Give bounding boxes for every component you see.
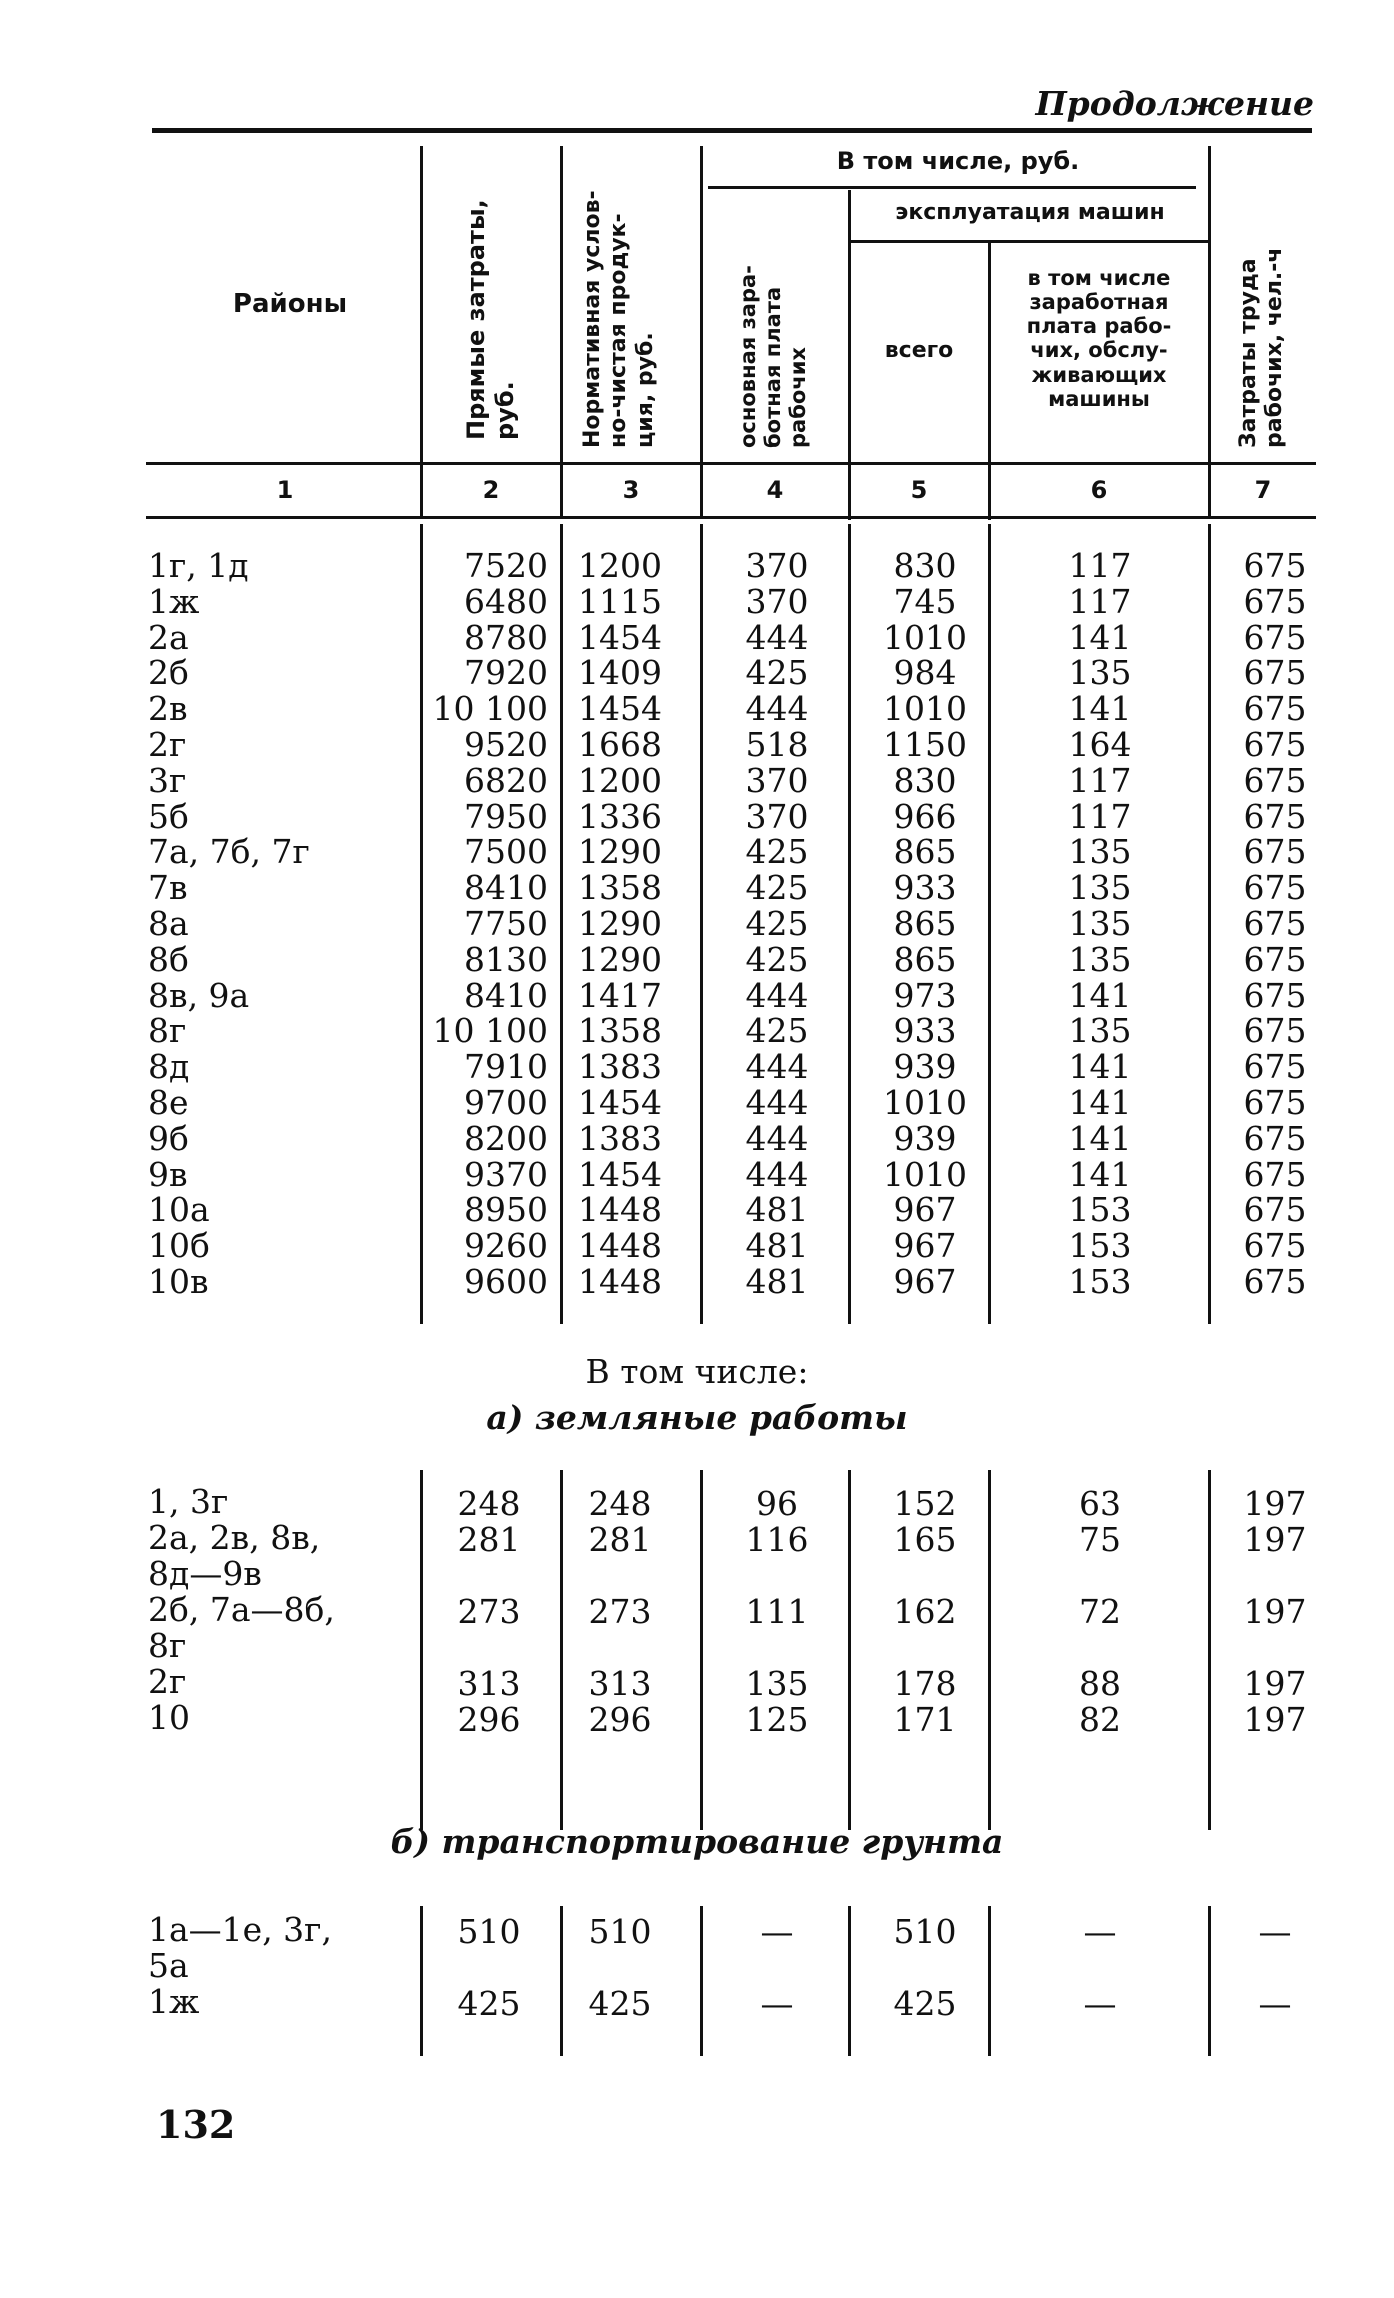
cell-value: 865 xyxy=(893,832,957,872)
cell-value: 1448 xyxy=(578,1190,662,1230)
cell-value: 7910 xyxy=(464,1047,548,1087)
cell-value: 10 100 xyxy=(432,689,548,729)
column-number: 7 xyxy=(1254,476,1272,504)
cell-value: 171 xyxy=(893,1700,957,1739)
cell-value: 675 xyxy=(1243,1083,1307,1122)
cell-value: 1358 xyxy=(578,1011,662,1051)
cell-value: 8410 xyxy=(464,975,548,1015)
cell-value: 425 xyxy=(457,1984,521,2023)
row-label: 10б xyxy=(148,1226,210,1266)
cell-value: 111 xyxy=(745,1592,809,1631)
cell-value: 135 xyxy=(745,1664,809,1703)
cell-value: 9600 xyxy=(464,1262,548,1301)
row-label: 8е xyxy=(148,1083,189,1122)
table-row xyxy=(0,832,1394,872)
cell-value: — xyxy=(1083,1912,1117,1951)
cell-value: 444 xyxy=(745,617,809,657)
cell-value: 967 xyxy=(893,1190,957,1230)
cell-value: 7950 xyxy=(464,796,548,836)
cell-value: 296 xyxy=(457,1700,521,1739)
section-b-title: б) транспортирование грунта xyxy=(390,1822,1004,1861)
row-label: 7а, 7б, 7г xyxy=(148,832,310,872)
row-label: 2б xyxy=(148,653,189,693)
cell-value: 6480 xyxy=(464,581,548,621)
row-label: 5б xyxy=(148,796,189,836)
row-label: 8д xyxy=(148,1047,190,1087)
cell-value: 141 xyxy=(1068,1154,1132,1194)
cell-value: 745 xyxy=(893,581,957,621)
table-row xyxy=(0,1982,1394,2023)
cell-value: 444 xyxy=(745,1083,809,1122)
continuation-label: Продолжение xyxy=(1035,84,1314,123)
cell-value: 8950 xyxy=(464,1190,548,1230)
row-label: 2г xyxy=(148,725,187,764)
cell-value: 7750 xyxy=(464,904,548,943)
cell-value: 153 xyxy=(1068,1226,1132,1266)
cell-value: 675 xyxy=(1243,581,1307,621)
cell-value: 425 xyxy=(588,1984,652,2023)
cell-value: 135 xyxy=(1068,939,1132,979)
cell-value: 425 xyxy=(745,904,809,943)
table-row xyxy=(0,904,1394,943)
cell-value: 425 xyxy=(745,868,809,908)
row-label: 1ж xyxy=(148,581,200,621)
cell-value: 9370 xyxy=(464,1154,548,1194)
cell-value: 675 xyxy=(1243,796,1307,836)
row-label: 2г xyxy=(148,1662,187,1701)
cell-value: 117 xyxy=(1068,581,1132,621)
cell-value: 1010 xyxy=(883,1154,967,1194)
cell-value: 425 xyxy=(745,939,809,979)
header-rayony: Районы xyxy=(232,289,348,319)
cell-value: 141 xyxy=(1068,1118,1132,1158)
rule-top xyxy=(152,128,1312,133)
cell-value: 117 xyxy=(1068,760,1132,800)
header-expl: эксплуатация машин xyxy=(895,200,1165,225)
cell-value: 7520 xyxy=(464,546,548,585)
header-col7: Затраты труда рабочих, чел.-ч xyxy=(1236,247,1288,448)
cell-value: 1336 xyxy=(578,796,662,836)
cell-value: 197 xyxy=(1243,1700,1307,1739)
cell-value: 296 xyxy=(588,1700,652,1739)
cell-value: 865 xyxy=(893,939,957,979)
table-row xyxy=(0,1154,1394,1194)
cell-value: 675 xyxy=(1243,617,1307,657)
cell-value: 1150 xyxy=(883,725,967,764)
cell-value: 481 xyxy=(745,1190,809,1230)
table-row xyxy=(0,1662,1394,1703)
table-row xyxy=(0,1190,1394,1230)
cell-value: 675 xyxy=(1243,760,1307,800)
cell-value: 830 xyxy=(893,760,957,800)
cell-value: 141 xyxy=(1068,975,1132,1015)
cell-value: 675 xyxy=(1243,1190,1307,1230)
table-row xyxy=(0,760,1394,800)
table-row xyxy=(0,1592,1394,1664)
cell-value: 141 xyxy=(1068,689,1132,729)
cell-value: 444 xyxy=(745,1154,809,1194)
cell-value: 1448 xyxy=(578,1262,662,1301)
table-row xyxy=(0,546,1394,585)
cell-value: 153 xyxy=(1068,1190,1132,1230)
column-number: 6 xyxy=(1090,476,1108,504)
cell-value: 88 xyxy=(1079,1664,1121,1703)
cell-value: 370 xyxy=(745,796,809,836)
section-a-title: а) земляные работы xyxy=(486,1398,908,1437)
table-row xyxy=(0,653,1394,693)
cell-value: 141 xyxy=(1068,617,1132,657)
cell-value: 675 xyxy=(1243,1011,1307,1051)
cell-value: 425 xyxy=(745,653,809,693)
cell-value: 313 xyxy=(457,1664,521,1703)
cell-value: 248 xyxy=(457,1484,521,1523)
cell-value: 1290 xyxy=(578,939,662,979)
table-row xyxy=(0,617,1394,657)
column-number: 3 xyxy=(622,476,640,504)
row-label: 1ж xyxy=(148,1982,200,2021)
cell-value: 8780 xyxy=(464,617,548,657)
cell-value: — xyxy=(760,1984,794,2023)
table-row xyxy=(0,689,1394,729)
cell-value: 510 xyxy=(588,1912,652,1951)
cell-value: 1200 xyxy=(578,546,662,585)
cell-value: 370 xyxy=(745,581,809,621)
table-row xyxy=(0,796,1394,836)
cell-value: 481 xyxy=(745,1262,809,1301)
row-label: 1а—1е, 3г, 5а xyxy=(148,1910,332,1985)
cell-value: 125 xyxy=(745,1700,809,1739)
cell-value: 313 xyxy=(588,1664,652,1703)
rule-expl xyxy=(850,240,1210,243)
cell-value: 1290 xyxy=(578,832,662,872)
cell-value: 1010 xyxy=(883,689,967,729)
header-col2: Прямые затраты, руб. xyxy=(462,199,519,440)
cell-value: 675 xyxy=(1243,868,1307,908)
cell-value: 939 xyxy=(893,1118,957,1158)
cell-value: 72 xyxy=(1079,1592,1121,1631)
cell-value: 6820 xyxy=(464,760,548,800)
cell-value: 153 xyxy=(1068,1262,1132,1301)
cell-value: 675 xyxy=(1243,904,1307,943)
cell-value: 1454 xyxy=(578,689,662,729)
cell-value: 8130 xyxy=(464,939,548,979)
cell-value: — xyxy=(1083,1984,1117,2023)
header-col3: Нормативная услов- но-чистая продук- ция, руб. xyxy=(580,190,658,448)
cell-value: 1409 xyxy=(578,653,662,693)
cell-value: 675 xyxy=(1243,939,1307,979)
cell-value: 197 xyxy=(1243,1664,1307,1703)
cell-value: 1668 xyxy=(578,725,662,764)
cell-value: 7500 xyxy=(464,832,548,872)
cell-value: 96 xyxy=(756,1484,798,1523)
cell-value: 135 xyxy=(1068,832,1132,872)
cell-value: 10 100 xyxy=(432,1011,548,1051)
cell-value: 444 xyxy=(745,1047,809,1087)
cell-value: 675 xyxy=(1243,546,1307,585)
cell-value: 141 xyxy=(1068,1083,1132,1122)
row-label: 3г xyxy=(148,760,187,800)
row-label: 2б, 7а—8б, 8г xyxy=(148,1590,335,1665)
table-row xyxy=(0,725,1394,764)
cell-value: 675 xyxy=(1243,653,1307,693)
cell-value: 164 xyxy=(1068,725,1132,764)
cell-value: — xyxy=(760,1912,794,1951)
header-col-line xyxy=(420,146,423,516)
cell-value: 197 xyxy=(1243,1484,1307,1523)
cell-value: 370 xyxy=(745,760,809,800)
header-col4: основная зара- ботная плата рабочих xyxy=(736,265,811,448)
cell-value: 1290 xyxy=(578,904,662,943)
cell-value: 75 xyxy=(1079,1520,1121,1559)
header-group: В том числе, руб. xyxy=(836,147,1080,175)
cell-value: 830 xyxy=(893,546,957,585)
cell-value: 9260 xyxy=(464,1226,548,1266)
cell-value: 273 xyxy=(588,1592,652,1631)
column-number: 1 xyxy=(276,476,294,504)
table-row xyxy=(0,1912,1394,1984)
cell-value: 162 xyxy=(893,1592,957,1631)
column-number: 4 xyxy=(766,476,784,504)
cell-value: 865 xyxy=(893,904,957,943)
cell-value: 63 xyxy=(1079,1484,1121,1523)
cell-value: 444 xyxy=(745,1118,809,1158)
table-row xyxy=(0,1226,1394,1266)
cell-value: 939 xyxy=(893,1047,957,1087)
table-row xyxy=(0,1262,1394,1301)
cell-value: 1010 xyxy=(883,1083,967,1122)
cell-value: 117 xyxy=(1068,546,1132,585)
row-label: 1г, 1д xyxy=(148,546,249,585)
cell-value: 675 xyxy=(1243,1262,1307,1301)
cell-value: 933 xyxy=(893,868,957,908)
cell-value: 444 xyxy=(745,975,809,1015)
cell-value: 973 xyxy=(893,975,957,1015)
row-label: 9б xyxy=(148,1118,189,1158)
cell-value: 510 xyxy=(457,1912,521,1951)
cell-value: 967 xyxy=(893,1262,957,1301)
rule-numbers xyxy=(146,516,1316,519)
cell-value: 675 xyxy=(1243,975,1307,1015)
cell-value: 510 xyxy=(893,1912,957,1951)
cell-value: 165 xyxy=(893,1520,957,1559)
cell-value: 933 xyxy=(893,1011,957,1051)
cell-value: 481 xyxy=(745,1226,809,1266)
cell-value: 281 xyxy=(457,1520,521,1559)
cell-value: 425 xyxy=(893,1984,957,2023)
cell-value: 675 xyxy=(1243,1118,1307,1158)
cell-value: 425 xyxy=(745,1011,809,1051)
row-label: 10а xyxy=(148,1190,210,1230)
cell-value: 135 xyxy=(1068,868,1132,908)
cell-value: 675 xyxy=(1243,725,1307,764)
cell-value: 9700 xyxy=(464,1083,548,1122)
cell-value: 9520 xyxy=(464,725,548,764)
cell-value: 1200 xyxy=(578,760,662,800)
header-col5: всего xyxy=(884,338,954,363)
cell-value: 1383 xyxy=(578,1047,662,1087)
page-number: 132 xyxy=(156,2102,236,2147)
cell-value: 152 xyxy=(893,1484,957,1523)
table-row xyxy=(0,1011,1394,1051)
cell-value: 1010 xyxy=(883,617,967,657)
cell-value: — xyxy=(1258,1984,1292,2023)
row-label: 1, 3г xyxy=(148,1482,229,1521)
cell-value: 141 xyxy=(1068,1047,1132,1087)
cell-value: 273 xyxy=(457,1592,521,1631)
cell-value: 82 xyxy=(1079,1700,1121,1739)
row-label: 2а, 2в, 8в, 8д—9в xyxy=(148,1518,321,1593)
table-row xyxy=(0,1083,1394,1122)
cell-value: 675 xyxy=(1243,1226,1307,1266)
row-label: 10 xyxy=(148,1698,190,1737)
cell-value: 8200 xyxy=(464,1118,548,1158)
table-row xyxy=(0,1698,1394,1739)
row-label: 9в xyxy=(148,1154,188,1194)
cell-value: 444 xyxy=(745,689,809,729)
cell-value: 1454 xyxy=(578,1083,662,1122)
cell-value: 675 xyxy=(1243,832,1307,872)
cell-value: 370 xyxy=(745,546,809,585)
header-col-line xyxy=(700,146,703,516)
table-row xyxy=(0,1482,1394,1523)
cell-value: 1383 xyxy=(578,1118,662,1158)
cell-value: — xyxy=(1258,1912,1292,1951)
table-row xyxy=(0,868,1394,908)
cell-value: 197 xyxy=(1243,1592,1307,1631)
header-col6: в том числе заработная плата рабо- чих, обслу- живающих машины xyxy=(1026,266,1172,411)
row-label: 2в xyxy=(148,689,188,729)
table-row xyxy=(0,581,1394,621)
cell-value: 1454 xyxy=(578,1154,662,1194)
cell-value: 135 xyxy=(1068,653,1132,693)
cell-value: 197 xyxy=(1243,1520,1307,1559)
rule-group xyxy=(708,186,1196,189)
column-number: 5 xyxy=(910,476,928,504)
cell-value: 1448 xyxy=(578,1226,662,1266)
table-row xyxy=(0,975,1394,1015)
cell-value: 135 xyxy=(1068,1011,1132,1051)
cell-value: 248 xyxy=(588,1484,652,1523)
cell-value: 967 xyxy=(893,1226,957,1266)
cell-value: 966 xyxy=(893,796,957,836)
row-label: 8а xyxy=(148,904,189,943)
cell-value: 116 xyxy=(745,1520,809,1559)
header-col-line xyxy=(560,146,563,516)
cell-value: 1358 xyxy=(578,868,662,908)
row-label: 10в xyxy=(148,1262,209,1301)
cell-value: 518 xyxy=(745,725,809,764)
table-row xyxy=(0,1047,1394,1087)
row-label: 8б xyxy=(148,939,189,979)
cell-value: 675 xyxy=(1243,1047,1307,1087)
column-number: 2 xyxy=(482,476,500,504)
cell-value: 1454 xyxy=(578,617,662,657)
section-in-total: В том числе: xyxy=(585,1352,809,1391)
cell-value: 117 xyxy=(1068,796,1132,836)
cell-value: 675 xyxy=(1243,689,1307,729)
cell-value: 7920 xyxy=(464,653,548,693)
row-label: 7в xyxy=(148,868,188,908)
cell-value: 1115 xyxy=(578,581,662,621)
cell-value: 281 xyxy=(588,1520,652,1559)
table-row xyxy=(0,939,1394,979)
cell-value: 1417 xyxy=(578,975,662,1015)
row-label: 8г xyxy=(148,1011,187,1051)
rule-head-bottom xyxy=(146,462,1316,465)
cell-value: 178 xyxy=(893,1664,957,1703)
table-row xyxy=(0,1520,1394,1592)
table-row xyxy=(0,1118,1394,1158)
cell-value: 135 xyxy=(1068,904,1132,943)
cell-value: 8410 xyxy=(464,868,548,908)
cell-value: 984 xyxy=(893,653,957,693)
row-label: 2а xyxy=(148,617,189,657)
cell-value: 675 xyxy=(1243,1154,1307,1194)
row-label: 8в, 9а xyxy=(148,975,250,1015)
cell-value: 425 xyxy=(745,832,809,872)
